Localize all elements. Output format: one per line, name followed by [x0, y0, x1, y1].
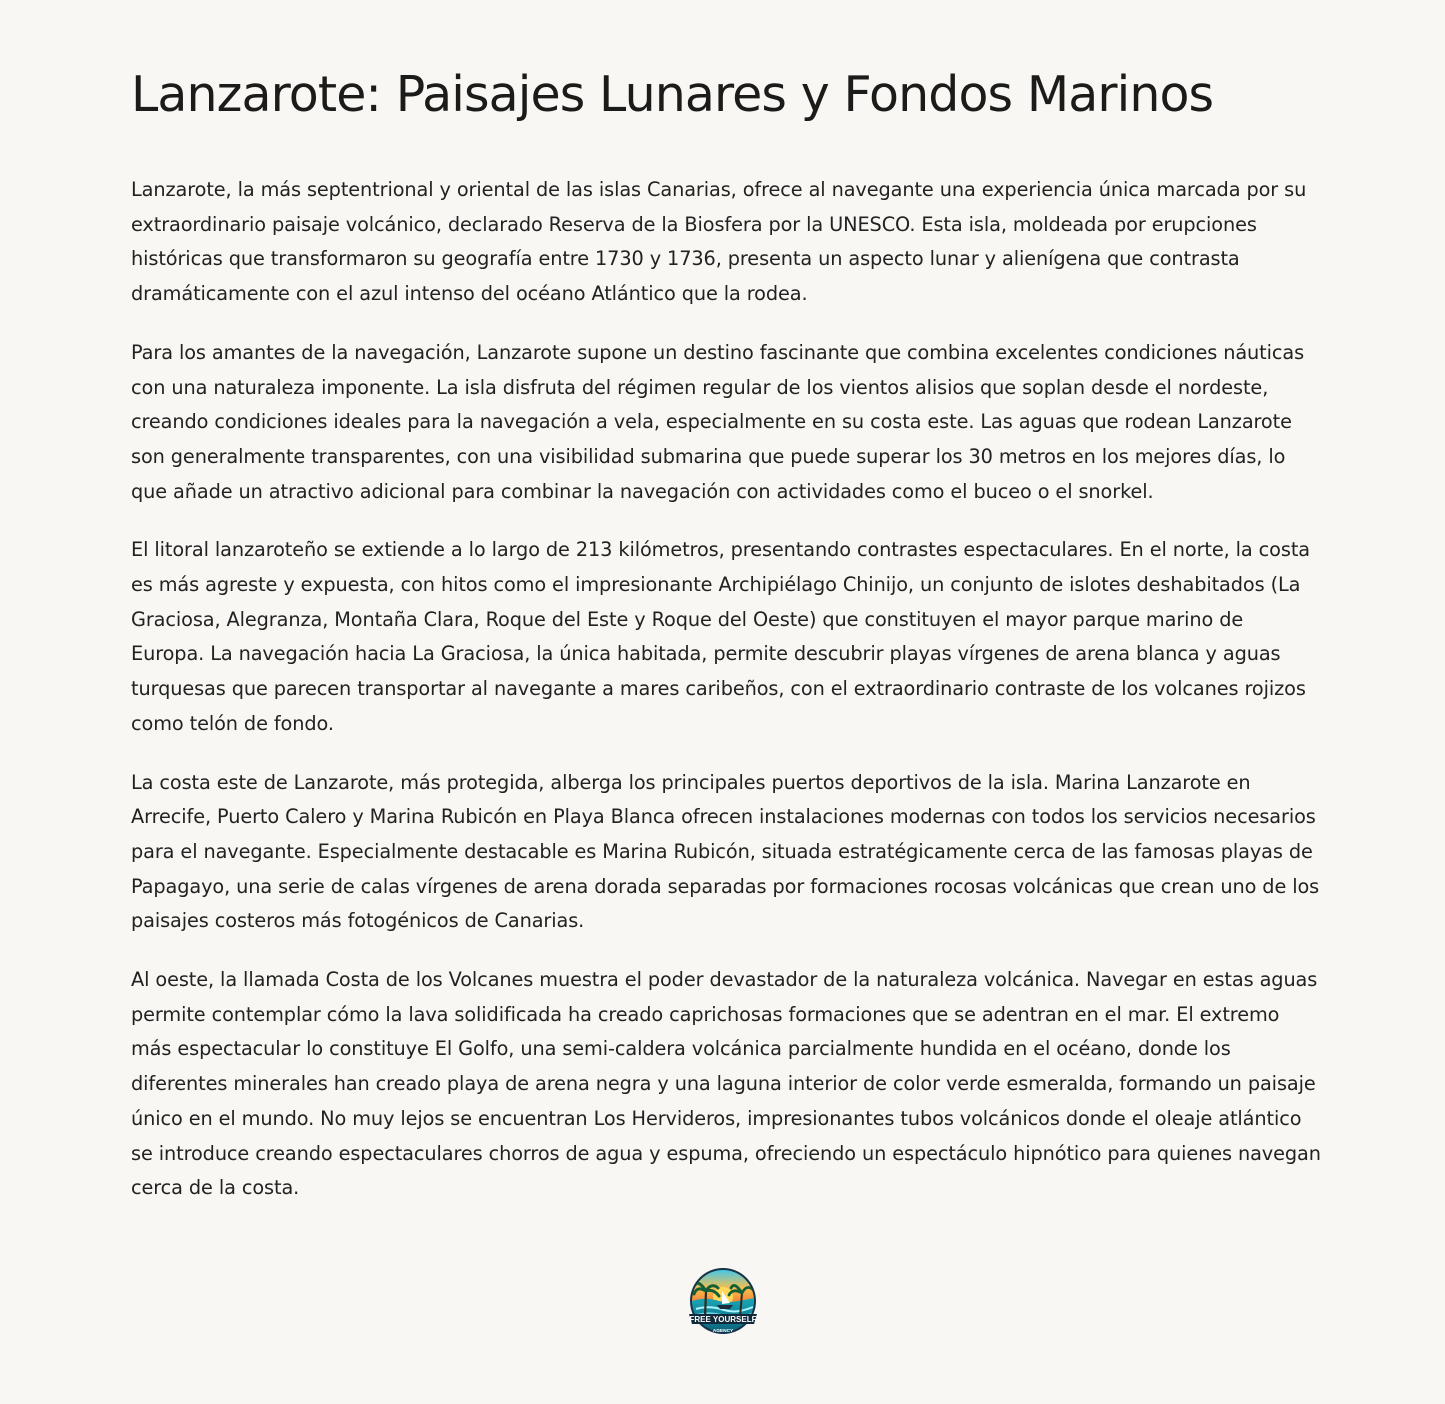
- free-yourself-agency-logo-icon: [688, 1267, 758, 1339]
- paragraph-1: Lanzarote, la más septentrional y oriental de las islas Canarias, ofrece al navegante una experiencia única marcada por su extraordinario paisaje volcánico, declarado Reserva de la Biosfera por la UNESCO. Esta isla, moldeada por erupciones históricas que transformaron su geografía entre 1730 y 1736, presenta un aspecto lunar y alienígena que contrasta dramáticamente con el azul intenso del océano Atlántico que la rodea.: [131, 178, 1307, 306]
- paragraph-3: El litoral lanzaroteño se extiende a lo largo de 213 kilómetros, presentando contrastes espectaculares. En el norte, la costa es más agreste y expuesta, con hitos como el impresionante Archipiélago Chinijo, un conjunto de islotes deshabitados (La Graciosa, Alegranza, Montaña Clara, Roque del Este y Roque del Oeste) que constituyen el mayor parque marino de Europa. La navegación hacia La Graciosa, la única habitada, permite descubrir playas vírgenes de arena blanca y aguas turquesas que parecen transportar al navegante a mares caribeños, con el extraordinario contraste de los volcanes rojizos como telón de fondo.: [131, 538, 1310, 735]
- paragraph-4: La costa este de Lanzarote, más protegida, alberga los principales puertos deportivos de la isla. Marina Lanzarote en Arrecife, Puerto Calero y Marina Rubicón en Playa Blanca ofrecen instalaciones modernas con todos los servicios necesarios para el navegante. Especialmente destacable es Marina Rubicón, situada estratégicamente cerca de las famosas playas de Papagayo, una serie de calas vírgenes de arena dorada separadas por formaciones rocosas volcánicas que crean uno de los paisajes costeros más fotogénicos de Canarias.: [131, 770, 1320, 933]
- page-title: Lanzarote: Paisajes Lunares y Fondos Marinos: [131, 66, 1214, 123]
- logo-sub-text: AGENCY: [712, 1329, 734, 1334]
- paragraph-5: Al oeste, la llamada Costa de los Volcanes muestra el poder devastador de la naturaleza volcánica. Navegar en estas aguas permite contemplar cómo la lava solidificada ha creado caprichosas formaciones que se adentran en el mar. El extremo más espectacular lo constituye El Golfo, una semi-caldera volcánica parcialmente hundida en el océano, donde los diferentes minerales han creado playa de arena negra y una laguna interior de color verde esmeralda, formando un paisaje único en el mundo. No muy lejos se encuentran Los Hervideros, impresionantes tubos volcánicos donde el oleaje atlántico se introduce creando espectaculares chorros de agua y espuma, ofreciendo un espectáculo hipnótico para quienes navegan cerca de la costa.: [131, 968, 1321, 1200]
- paragraph-2: Para los amantes de la navegación, Lanzarote supone un destino fascinante que combina excelentes condiciones náuticas con una naturaleza imponente. La isla disfruta del régimen regular de los vientos alisios que soplan desde el nordeste, creando condiciones ideales para la navegación a vela, especialmente en su costa este. Las aguas que rodean Lanzarote son generalmente transparentes, con una visibilidad submarina que puede superar los 30 metros en los mejores días, lo que añade un atractivo adicional para combinar la navegación con actividades como el buceo o el snorkel.: [131, 340, 1305, 503]
- logo-main-text: FREE YOURSELF: [689, 1315, 757, 1324]
- article: [131, 62, 1321, 1206]
- article-body: [131, 173, 1321, 1206]
